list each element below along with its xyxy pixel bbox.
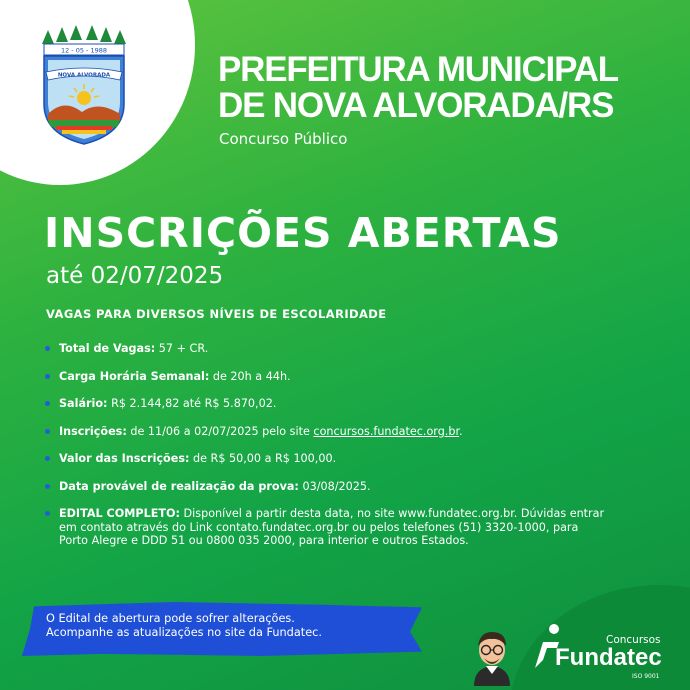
- info-item-salario: [45, 397, 605, 411]
- info-item-vagas: [45, 342, 605, 356]
- info-label: Data provável de realização da prova:: [59, 479, 299, 493]
- info-list: [45, 342, 605, 562]
- crest-banner: NOVA ALVORADA: [57, 72, 111, 79]
- info-value-end: .: [459, 424, 463, 438]
- brand-iso: ISO 9001: [632, 673, 660, 680]
- page-title-line-1: PREFEITURA MUNICIPAL: [218, 50, 618, 89]
- info-value: 57 + CR.: [155, 342, 209, 355]
- notice-line-1: O Edital de abertura pode sofrer alterações.: [46, 612, 295, 625]
- info-value: de 11/06 a 02/07/2025 pelo site: [126, 424, 314, 438]
- info-value: 03/08/2025.: [298, 479, 371, 493]
- deadline: até 02/07/2025: [46, 263, 224, 289]
- brand-tagline: Concursos: [606, 634, 661, 646]
- info-item-carga: [45, 370, 605, 384]
- levels-note: VAGAS PARA DIVERSOS NÍVEIS DE ESCOLARIDADE: [46, 307, 387, 321]
- notice-text: [46, 612, 426, 640]
- notice-line-2: Acompanhe as atualizações no site da Fundatec.: [46, 626, 322, 639]
- info-item-edital: [45, 507, 605, 548]
- info-item-inscricoes: [45, 425, 605, 439]
- page-subtitle: Concurso Público: [219, 130, 348, 148]
- info-item-prova: [45, 480, 605, 494]
- info-value: R$ 2.144,82 até R$ 5.870,02.: [107, 397, 277, 410]
- municipal-crest-icon: [34, 22, 134, 147]
- info-value: de R$ 50,00 a R$ 100,00.: [189, 452, 337, 465]
- brand-name: Fundatec: [555, 644, 662, 671]
- crest-date: 12 - 05 - 1988: [60, 46, 108, 55]
- info-item-valor: [45, 452, 605, 466]
- info-label: Valor das Inscrições:: [59, 452, 190, 465]
- page-title-line-2: DE NOVA ALVORADA/RS: [218, 86, 614, 125]
- registration-site-link[interactable]: concursos.fundatec.org.br: [313, 424, 460, 438]
- info-label: Salário:: [59, 397, 108, 410]
- info-label: Carga Horária Semanal:: [59, 369, 210, 383]
- avatar-icon: [470, 626, 514, 686]
- info-value: de 20h a 44h.: [209, 369, 291, 383]
- info-label: EDITAL COMPLETO:: [59, 507, 180, 520]
- info-label: Total de Vagas:: [59, 342, 156, 355]
- headline: INSCRIÇÕES ABERTAS: [44, 209, 562, 257]
- info-value: Disponível a partir desta data, no site www.fundatec.org.br. Dúvidas entrar em contato através do Link contato.fundatec.org.br ou pelos telefones (51) 3320-1000, para Porto Alegre e DDD 51 ou 0800 035 2000, para interior e outros Estados.: [59, 507, 605, 547]
- page-title: [218, 52, 683, 124]
- info-label: Inscrições:: [59, 424, 127, 438]
